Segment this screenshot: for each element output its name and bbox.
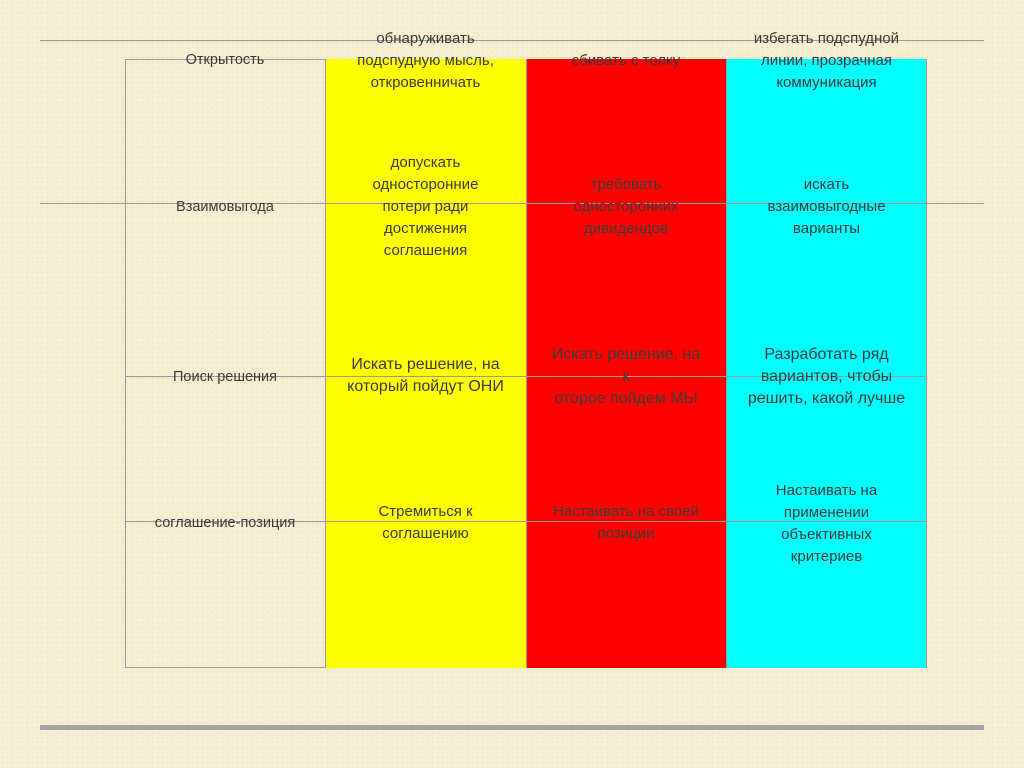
cell-mutual-benefit-yellow: допускать односторонние потери ради достижения соглашения	[372, 154, 479, 259]
cell-solution-search-red: Искать решение, на к оторое пойдем МЫ	[551, 346, 701, 407]
row-label-solution-search: Поиск решения	[173, 369, 277, 385]
row-label-mutual-benefit: Взаимовыгода	[176, 199, 274, 215]
cell-openness-red: сбивать с толку	[571, 52, 681, 69]
cell-mutual-benefit-cyan: искать взаимовыгодные варианты	[767, 176, 886, 237]
row-label-agreement-position: соглашение-позиция	[154, 515, 296, 531]
cell-openness-cyan: избегать подспудной линии, прозрачная коммуникация	[753, 30, 900, 91]
cell-openness-yellow: обнаруживать подспудную мысль, откровенничать	[357, 30, 494, 91]
cell-solution-search-yellow: Искать решение, на который пойдут ОНИ	[347, 356, 504, 395]
row-label-openness: Открытость	[185, 52, 265, 68]
cell-agreement-position-red: Настаивать на своей позиции	[553, 503, 699, 542]
cell-solution-search-cyan: Разработать ряд вариантов, чтобы решить, какой лучше	[747, 346, 906, 407]
bottom-decorative-bar	[40, 725, 984, 730]
cell-agreement-position-yellow: Стремиться к соглашению	[378, 503, 473, 542]
cell-mutual-benefit-red: требовать односторонних дивидендов	[573, 176, 679, 237]
cell-agreement-position-cyan: Настаивать на применении объективных критериев	[775, 482, 878, 565]
